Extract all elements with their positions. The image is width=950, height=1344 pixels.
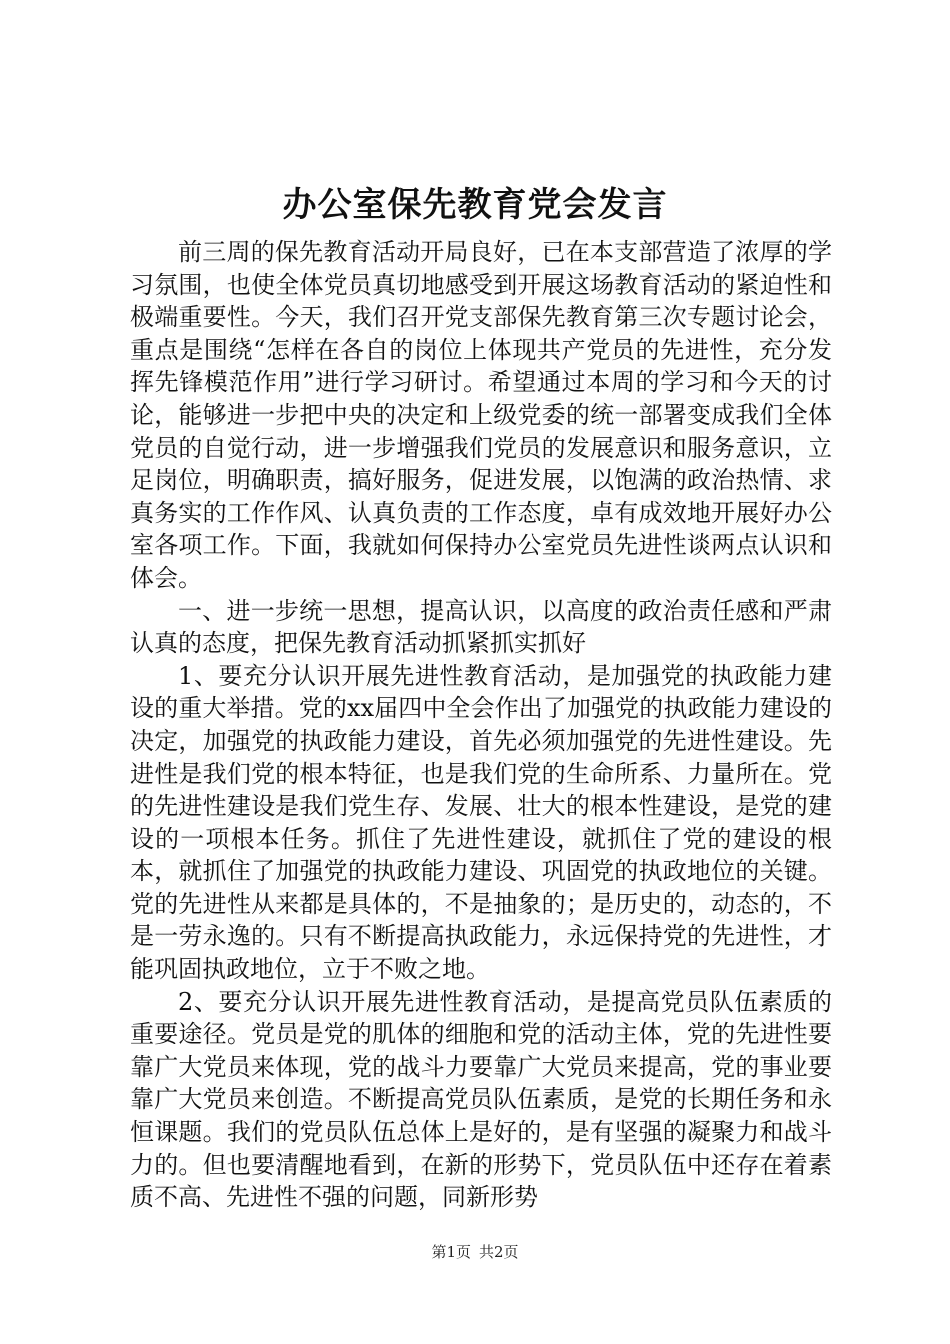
paragraph-point-1: 1、要充分认识开展先进性教育活动，是加强党的执政能力建设的重大举措。党的xx届四中全会作出了加强党的执政能力建设的决定，加强党的执政能力建设，首先必须加强党的先进性建设。先进性是我们党的根本特征，也是我们党的生命所系、力量所在。党的先进性建设是我们党生存、发展、壮大的根本性建设，是党的建设的一项根本任务。抓住了先进性建设，就抓住了党的建设的根本，就抓住了加强党的执政能力建设、巩固党的执政地位的关键。党的先进性从来都是具体的，不是抽象的；是历史的，动态的，不是一劳永逸的。只有不断提高执政能力，永远保持党的先进性，才能巩固执政地位，立于不败之地。: [130, 661, 832, 984]
document-title: 办公室保先教育党会发言: [282, 185, 668, 225]
paragraph-point-2: 2、要充分认识开展先进性教育活动，是提高党员队伍素质的重要途径。党员是党的肌体的细胞和党的活动主体，党的先进性要靠广大党员来体现，党的战斗力要靠广大党员来提高，党的事业要靠广大党员来创造。不断提高党员队伍素质，是党的长期任务和永恒课题。我们的党员队伍总体上是好的，是有坚强的凝聚力和战斗力的。但也要清醒地看到，在新的形势下，党员队伍中还存在着素质不高、先进性不强的问题，同新形势: [130, 987, 832, 1212]
paragraph-intro: 前三周的保先教育活动开局良好，已在本支部营造了浓厚的学习氛围，也使全体党员真切地感受到开展这场教育活动的紧迫性和极端重要性。今天，我们召开党支部保先教育第三次专题讨论会，重点是围绕“怎样在各自的岗位上体现共产党员的先进性，充分发挥先锋模范作用”进行学习研讨。希望通过本周的学习和今天的讨论，能够进一步把中央的决定和上级党委的统一部署变成我们全体党员的自觉行动，进一步增强我们党员的发展意识和服务意识，立足岗位，明确职责，搞好服务，促进发展，以饱满的政治热情、求真务实的工作作风、认真负责的工作态度，卓有成效地开展好办公室各项工作。下面，我就如何保持办公室党员先进性谈两点认识和体会。: [130, 238, 832, 592]
page-total: 共2页: [479, 1243, 519, 1261]
page-footer: [0, 1242, 950, 1262]
page-number: 第1页: [431, 1243, 471, 1261]
paragraph-section-heading: 一、进一步统一思想，提高认识，以高度的政治责任感和严肃认真的态度，把保先教育活动抓紧抓实抓好: [130, 596, 832, 658]
document-body: [130, 236, 832, 1214]
